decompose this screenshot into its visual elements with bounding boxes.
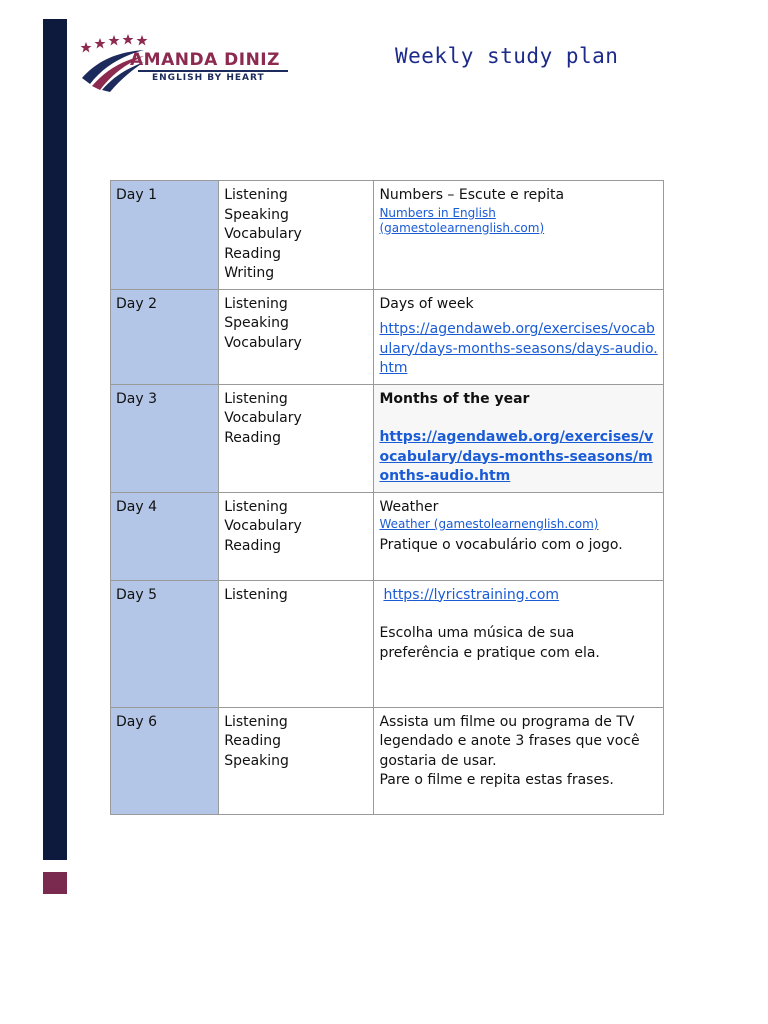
page-title: Weekly study plan — [395, 44, 619, 68]
activity-cell — [374, 580, 664, 707]
day-label: Day 3 — [111, 384, 219, 492]
activity-heading: Weather — [379, 498, 439, 515]
skill-item: Listening — [224, 390, 288, 407]
study-plan-table — [110, 180, 664, 815]
day-label: Day 5 — [111, 580, 219, 707]
skills-cell — [219, 580, 374, 707]
skills-cell — [219, 384, 374, 492]
activity-link[interactable]: https://lyricstraining.com — [383, 586, 560, 603]
skill-item: Reading — [224, 245, 282, 262]
skills-cell — [219, 181, 374, 290]
activity-cell — [374, 492, 664, 580]
skills-cell — [219, 707, 374, 814]
table-row — [111, 492, 664, 580]
skill-item: Reading — [224, 537, 282, 554]
skill-item: Speaking — [224, 752, 289, 769]
activity-link[interactable]: https://agendaweb.org/exercises/vocabulary/days-months-seasons/days-audio.htm — [379, 321, 658, 376]
skill-item: Listening — [224, 187, 288, 203]
activity-link[interactable]: Weather (gamestolearnenglish.com) — [379, 517, 599, 531]
activity-heading: Months of the year — [379, 390, 530, 407]
day-label: Day 4 — [111, 492, 219, 580]
table-row — [111, 707, 664, 814]
spacer — [379, 605, 658, 624]
table-row — [111, 580, 664, 707]
activity-note: Pratique o vocabulário com o jogo. — [379, 537, 623, 553]
skill-item: Vocabulary — [224, 410, 302, 426]
activity-link[interactable]: Numbers in English (gamestolearnenglish.com) — [379, 205, 545, 235]
activity-note-2: Pare o filme e repita estas frases. — [379, 772, 614, 788]
skill-item: Speaking — [224, 206, 289, 223]
logo — [78, 30, 310, 94]
skills-cell — [219, 492, 374, 580]
skill-item: Reading — [224, 733, 282, 749]
skill-item: Speaking — [224, 315, 289, 331]
skill-item: Listening — [224, 498, 288, 515]
skill-item: Vocabulary — [224, 226, 302, 242]
logo-divider — [138, 70, 288, 72]
day-label: Day 1 — [111, 181, 219, 290]
day-label: Day 2 — [111, 289, 219, 384]
day-label: Day 6 — [111, 707, 219, 814]
left-sidebar-bar — [43, 19, 67, 860]
skill-item: Writing — [224, 265, 275, 281]
activity-cell — [374, 289, 664, 384]
spacer — [379, 409, 658, 428]
skill-item: Reading — [224, 429, 282, 446]
activity-cell — [374, 181, 664, 290]
table-row — [111, 289, 664, 384]
skill-item: Vocabulary — [224, 334, 302, 351]
activity-note: Escolha uma música de sua preferência e pratique com ela. — [379, 625, 600, 661]
skill-item: Vocabulary — [224, 518, 302, 534]
skills-cell — [219, 289, 374, 384]
table-row — [111, 181, 664, 290]
activity-link[interactable]: https://agendaweb.org/exercises/vocabulary/days-months-seasons/months-audio.htm — [379, 429, 654, 484]
table-row — [111, 384, 664, 492]
logo-tagline: ENGLISH BY HEART — [152, 73, 265, 83]
activity-cell — [374, 707, 664, 814]
activity-note: Assista um filme ou programa de TV legendado e anote 3 frases que você gostaria de usar. — [379, 713, 640, 769]
activity-heading: Days of week — [379, 295, 474, 312]
logo-name: AMANDA DINIZ — [130, 50, 280, 70]
activity-cell — [374, 384, 664, 492]
activity-heading: Numbers – Escute e repita — [379, 187, 565, 203]
skill-item: Listening — [224, 713, 288, 730]
accent-square — [43, 872, 67, 894]
skill-item: Listening — [224, 295, 288, 312]
skill-item: Listening — [224, 586, 288, 603]
